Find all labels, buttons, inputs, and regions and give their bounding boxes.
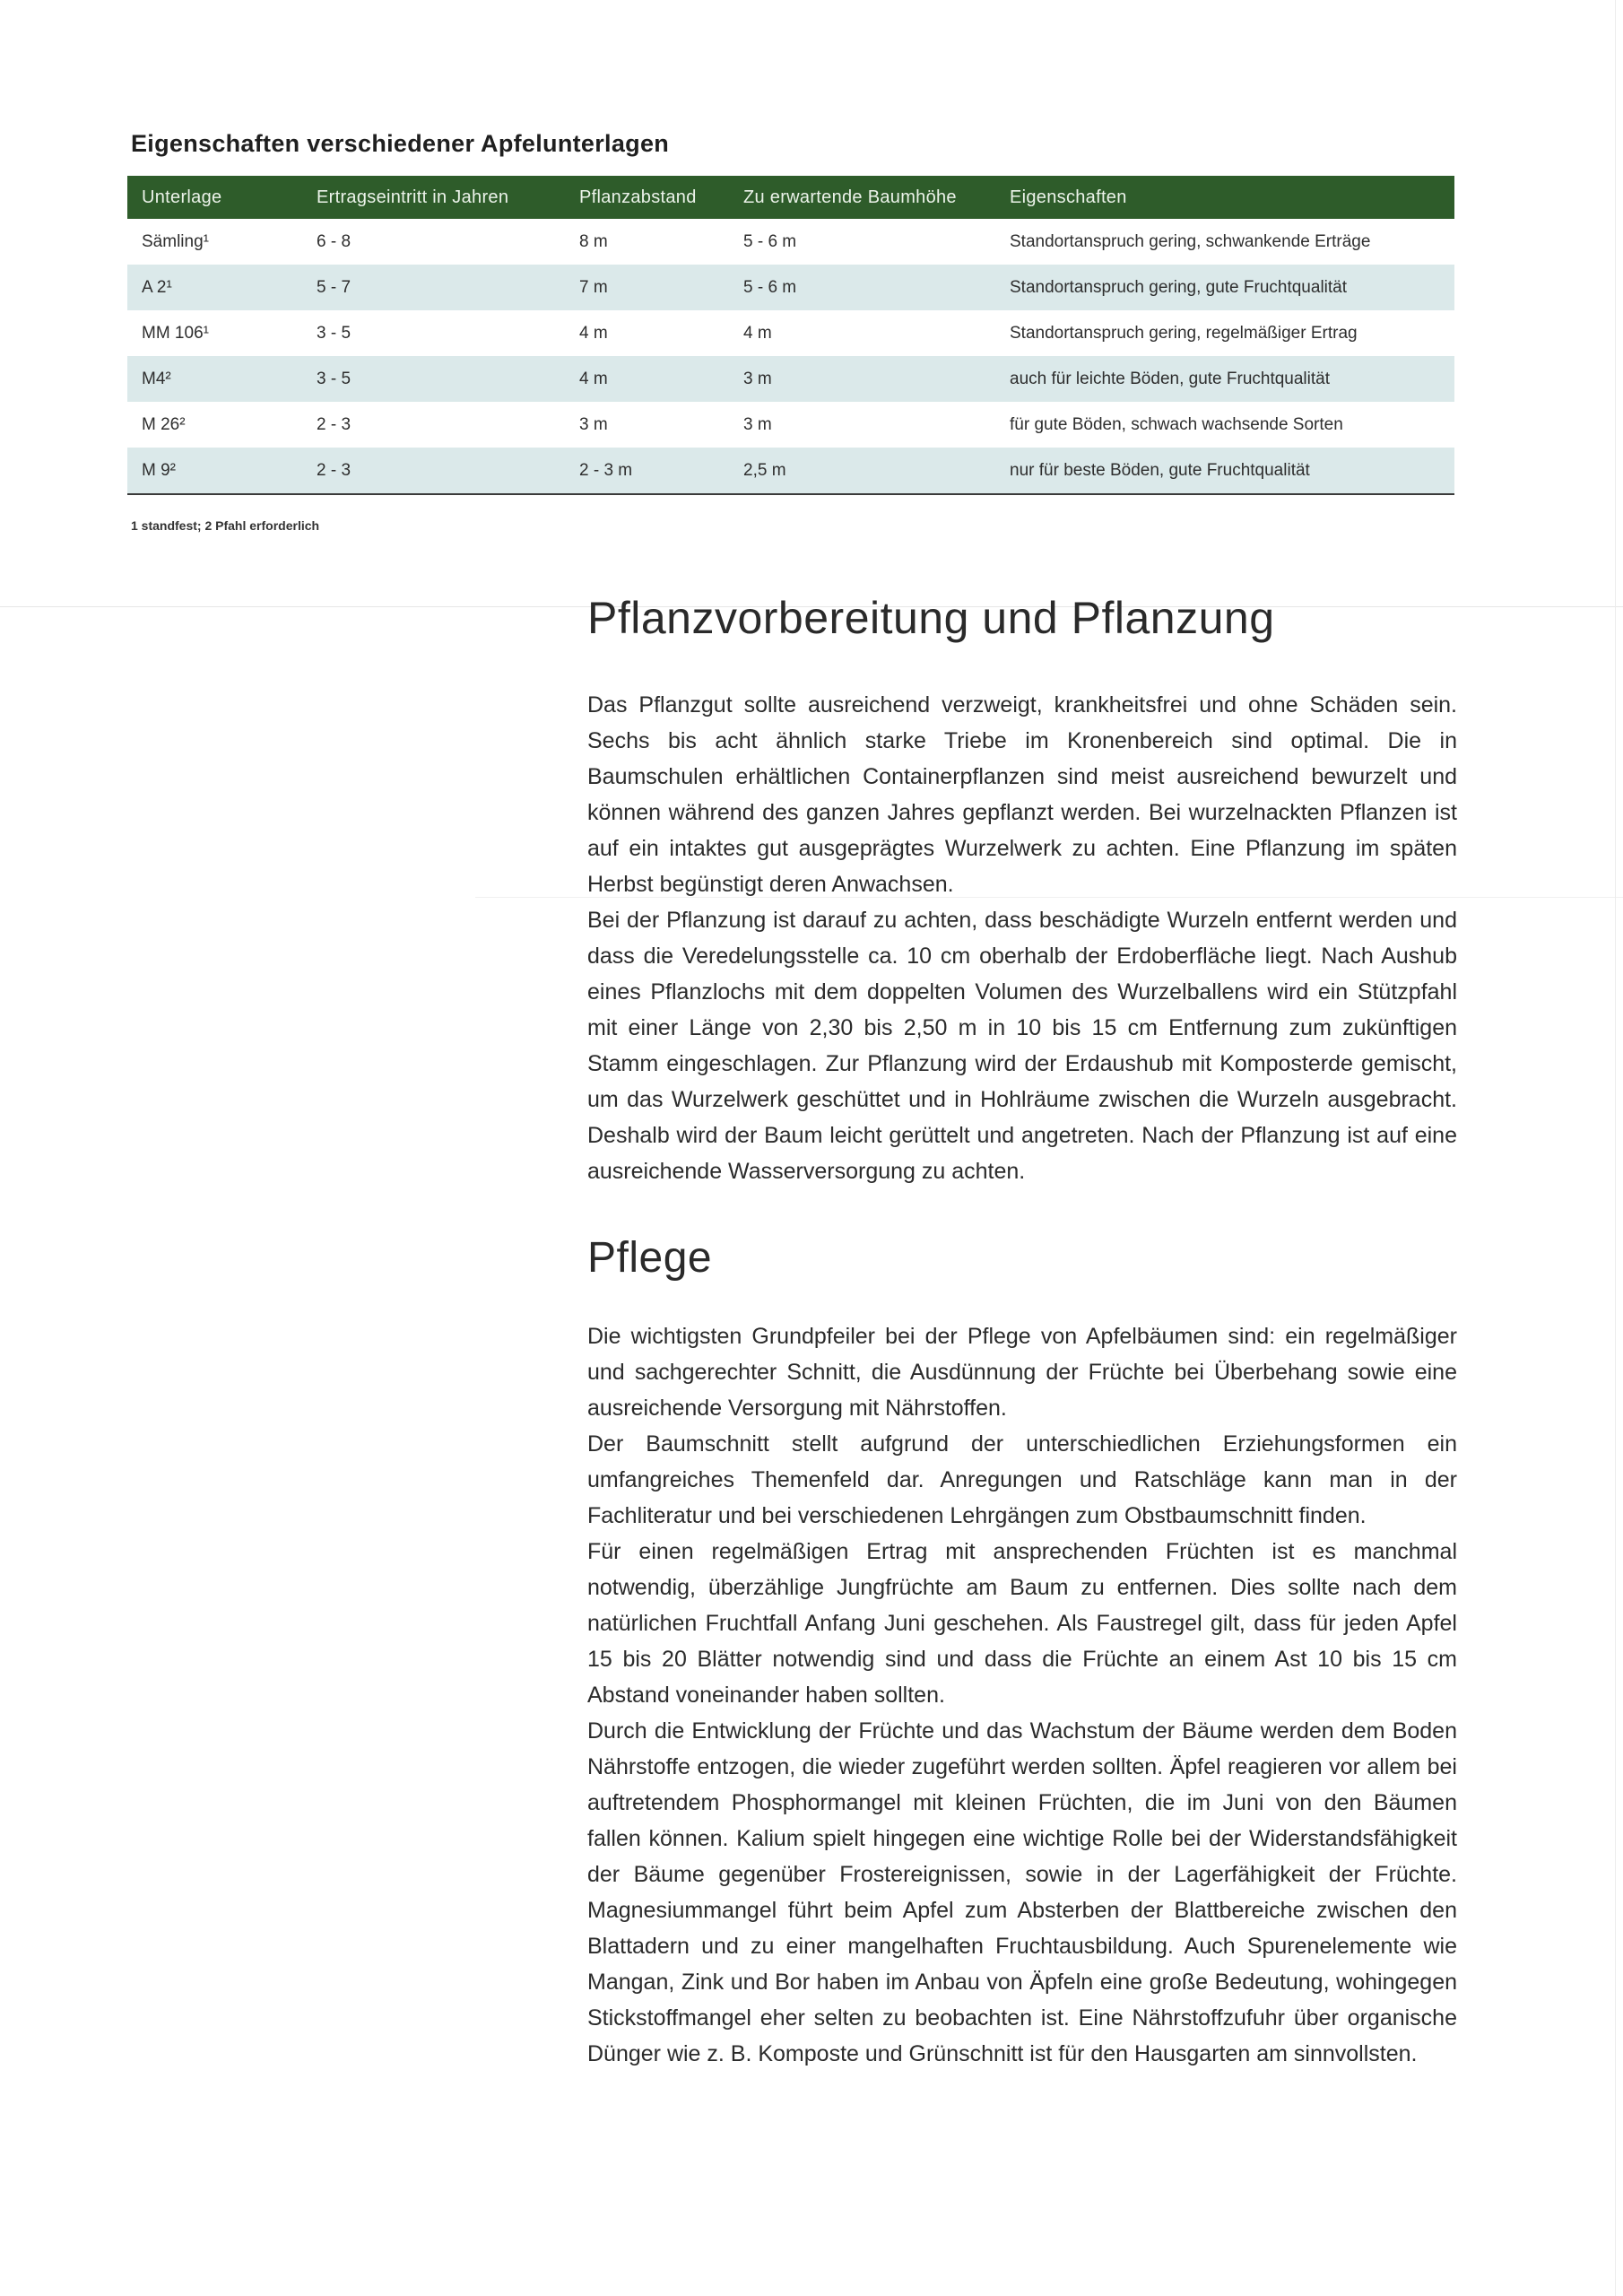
table-cell: 7 m [565,265,729,310]
table-title: Eigenschaften verschiedener Apfelunterlagen [131,130,670,157]
table-row [127,448,1454,494]
rootstock-table-container [127,176,1454,495]
table-cell: auch für leichte Böden, gute Fruchtqualität [995,356,1454,402]
table-cell: M4² [127,356,302,402]
table-cell: M 9² [127,448,302,494]
rootstock-table [127,176,1454,495]
table-cell: 4 m [565,356,729,402]
table-cell: Sämling¹ [142,231,209,251]
table-row [127,219,1454,265]
paragraph: Für einen regelmäßigen Ertrag mit ansprechenden Früchten ist es manchmal notwendig, überzählige Jungfrüchte am Baum zu entfernen. Dies sollte nach dem natürlichen Fruchtfall Anfang Juni geschehen. Als Faustregel gilt, dass für jeden Apfel 15 bis 20 Blätter notwendig sind und dass die Früchte an einem Ast 10 bis 15 cm Abstand voneinander haben sollten. [587,1539,1457,1708]
section-heading-planting: Pflanzvorbereitung und Pflanzung [587,593,1275,643]
table-footnote: 1 standfest; 2 Pfahl erforderlich [131,518,320,533]
table-cell: 3 m [743,414,772,434]
table-cell: 5 - 7 [302,265,565,310]
paragraph: Bei der Pflanzung ist darauf zu achten, dass beschädigte Wurzeln entfernt werden und dass die Veredelungsstelle ca. 10 cm oberhalb der Erdoberfläche liegt. Nach Aushub eines Pflanzlochs mit dem doppelten Volumen des Wurzelballens wird ein Stützpfahl mit einer Länge von 2,30 bis 2,50 m in 10 bis 15 cm Entfernung zum zukünftigen Stamm eingeschlagen. Zur Pflanzung wird der Erdaushub mit Komposterde gemischt, um das Wurzelwerk geschüttet und in Hohlräume zwischen die Wurzeln ausgebracht. Deshalb wird der Baum leicht gerüttelt und angetreten. Nach der Pflanzung ist auf eine ausreichende Wasserversorgung zu achten. [587,908,1457,1184]
table-cell: Standortanspruch gering, gute Fruchtqualität [995,265,1454,310]
table-cell: Standortanspruch gering, schwankende Erträge [1010,231,1371,251]
table-cell: 3 - 5 [302,356,565,402]
table-cell: 2 - 3 m [565,448,729,494]
paragraph: Durch die Entwicklung der Früchte und das Wachstum der Bäume werden dem Boden Nährstoffe entzogen, die wieder zugeführt werden sollten. Äpfel reagieren vor allem bei auftretendem Phosphormangel mit kleinen Früchten, die im Juni von den Bäumen fallen können. Kalium spielt hingegen eine wichtige Rolle bei der Widerstandsfähigkeit der Bäume gegenüber Frostereignissen, sowie in der Lagerfähigkeit der Früchte. Magnesiummangel führt beim Apfel zum Absterben der Blattbereiche zwischen den Blattadern und zu einer mangelhaften Fruchtausbildung. Auch Spurenelemente wie Mangan, Zink und Bor haben im Anbau von Äpfeln eine große Bedeutung, wohingegen Stickstoffmangel eher selten zu beobachten ist. Eine Nährstoffzufuhr über organische Dünger wie z. B. Komposte und Grünschnitt ist für den Hausgarten am sinnvollsten. [587,1718,1457,2066]
table-header-row [127,176,1454,219]
page-edge [1615,0,1616,2296]
table-cell: 2 - 3 [302,448,565,494]
section-heading-care: Pflege [587,1234,713,1282]
table-cell: 4 m [579,323,608,343]
table-row [127,310,1454,356]
table-row [127,265,1454,310]
table-cell: 2 - 3 [317,414,352,434]
table-cell: nur für beste Böden, gute Fruchtqualität [995,448,1454,494]
table-cell: 2,5 m [729,448,995,494]
column-header-yield-onset: Ertragseintritt in Jahren [302,176,565,219]
column-header-properties: Eigenschaften [995,176,1454,219]
table-cell: 6 - 8 [317,231,352,251]
column-header-plant-spacing: Pflanzabstand [565,176,729,219]
table-cell: MM 106¹ [142,323,209,343]
table-cell: 4 m [743,323,772,343]
table-row [127,402,1454,448]
table-cell: 3 m [729,356,995,402]
table-cell: 3 - 5 [317,323,352,343]
paragraph: Das Pflanzgut sollte ausreichend verzweigt, krankheitsfrei und ohne Schäden sein. Sechs bis acht ähnlich starke Triebe im Kronenbereich sind optimal. Die in Baumschulen erhältlichen Containerpflanzen sind meist ausreichend bewurzelt und können während des ganzen Jahres gepflanzt werden. Bei wurzelnackten Pflanzen ist auf ein intaktes gut ausgeprägtes Wurzelwerk zu achten. Eine Pflanzung im späten Herbst begünstigt deren Anwachsen. [587,692,1457,897]
paragraph: Der Baumschnitt stellt aufgrund der unterschiedlichen Erziehungsformen ein umfangreiches Themenfeld dar. Anregungen und Ratschläge kann man in der Fachliteratur und bei verschiedenen Lehrgängen zum Obstbaumschnitt finden. [587,1431,1457,1528]
table-cell: 3 m [579,414,608,434]
table-cell: Standortanspruch gering, regelmäßiger Ertrag [1010,323,1358,343]
table-cell: für gute Böden, schwach wachsende Sorten [1010,414,1343,434]
table-cell: M 26² [142,414,186,434]
section-body-care [587,1318,1457,2072]
table-cell: 5 - 6 m [729,265,995,310]
table-cell: 8 m [579,231,608,251]
column-header-rootstock: Unterlage [127,176,302,219]
table-row [127,356,1454,402]
table-cell: 5 - 6 m [743,231,797,251]
table-cell: A 2¹ [127,265,302,310]
section-body-planting [587,687,1457,1189]
paragraph: Die wichtigsten Grundpfeiler bei der Pflege von Apfelbäumen sind: ein regelmäßiger und sachgerechter Schnitt, die Ausdünnung der Früchte bei Überbehang sowie eine ausreichende Versorgung mit Nährstoffen. [587,1324,1457,1421]
column-header-tree-height: Zu erwartende Baumhöhe [729,176,995,219]
